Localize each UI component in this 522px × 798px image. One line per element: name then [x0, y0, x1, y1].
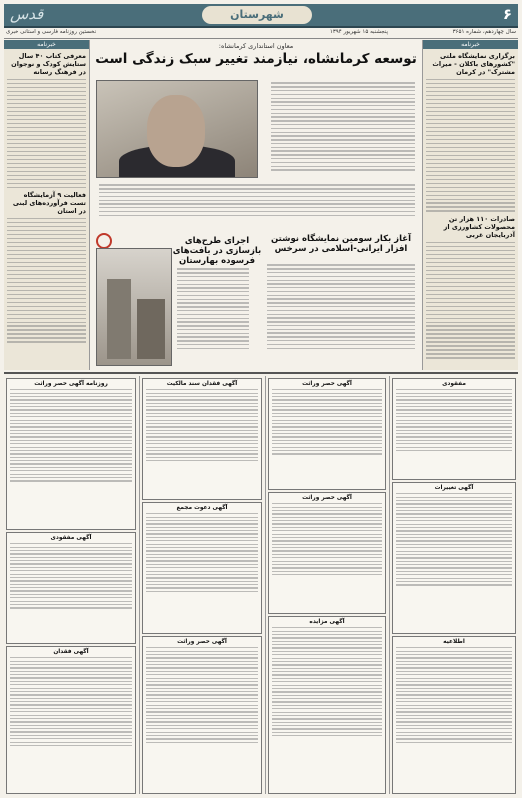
official-portrait-photo — [96, 80, 258, 178]
column-heading: خبرنامه — [423, 40, 518, 49]
ad-box — [268, 616, 386, 794]
story-title: صادرات ۱۱۰ هزار تن محصولات کشاورزی از آذربایجان غربی — [443, 214, 515, 240]
lead-story — [92, 40, 420, 370]
issue-info: سال چهاردهم، شماره ۳۶۵۱ — [452, 29, 516, 35]
classified-ads-section — [4, 376, 518, 794]
ad-box — [6, 646, 136, 794]
ads-column — [139, 376, 264, 794]
dateline — [4, 28, 518, 39]
ad-title: آگهی فقدان سند مالکیت — [166, 381, 238, 387]
paper-tagline: نخستین روزنامه فارسی و استانی خبری — [6, 29, 97, 35]
highlight-circle — [96, 233, 112, 249]
ad-box — [392, 636, 516, 794]
ad-title: آگهی مزایده — [309, 619, 345, 625]
ad-title: آگهی حصر وراثت — [302, 381, 352, 387]
column-heading: خبرنامه — [4, 40, 89, 49]
story-title: برگزاری نمایشگاه ملتی "کشورهای باکلان - میراث مشترک" در کرمان — [432, 52, 515, 77]
ads-column — [389, 376, 518, 794]
ad-box — [6, 532, 136, 644]
ad-title: آگهی تغییرات — [434, 485, 474, 491]
ad-box — [142, 502, 262, 634]
ad-box — [268, 492, 386, 614]
story-title: معرفی کتاب ۴۰ سال ستایش کودک و نوجوان در فرهنگ رسانه — [11, 52, 86, 77]
lead-body — [268, 80, 418, 173]
ad-box — [268, 378, 386, 490]
ad-title: آگهی فقدان — [53, 649, 89, 655]
ad-title: آگهی دعوت مجمع — [176, 505, 228, 511]
ad-title: اطلاعیه — [443, 639, 465, 645]
story-body — [7, 218, 86, 343]
story-title: فعالیت ۹ آزمایشگاه تست فرآورده‌های لبنی در استان — [12, 190, 86, 216]
lead-headline: توسعه کرمانشاه، نیازمند تغییر سبک زندگی است — [95, 51, 417, 67]
section-divider — [4, 372, 518, 374]
story-body — [426, 79, 515, 212]
sub-story-headline: آغاز بکار سومین نمایشگاه نوشتن افزار ایرانی-اسلامی در سرخس — [270, 234, 411, 255]
masthead — [4, 4, 518, 28]
ad-title: آگهی حصر وراثت — [177, 639, 227, 645]
ad-box — [6, 378, 136, 530]
ads-column — [4, 376, 138, 794]
ad-title: آگهی مفقودی — [50, 535, 92, 541]
ad-title: آگهی حصر وراثت — [302, 495, 352, 501]
section-title: شهرستان — [202, 6, 312, 24]
ad-box — [392, 378, 516, 480]
right-news-column — [422, 40, 518, 370]
ads-column — [265, 376, 388, 794]
newspaper-logo: قدس — [10, 5, 44, 23]
lead-kicker: معاون استانداری کرمانشاه: — [218, 42, 294, 50]
left-news-column — [4, 40, 90, 370]
sub-story-headline: اجرای طرح‌های بازسازی در بافت‌های فرسوده بهارستان — [172, 236, 262, 267]
page-number: ۶ — [502, 5, 512, 23]
lead-body-continued — [96, 182, 418, 218]
ad-box — [392, 482, 516, 634]
story-body — [7, 79, 86, 188]
ad-title: مفقودی — [442, 381, 466, 387]
sub-story-body — [264, 262, 418, 351]
ad-box — [142, 636, 262, 794]
old-buildings-photo — [96, 248, 172, 366]
story-body — [426, 242, 515, 359]
sub-story-body — [174, 266, 252, 352]
ad-box — [142, 378, 262, 500]
issue-date: پنجشنبه ۱۵ شهریور ۱۳۹۴ — [329, 29, 388, 35]
ad-title: روزنامه آگهی حصر وراثت — [34, 381, 108, 387]
